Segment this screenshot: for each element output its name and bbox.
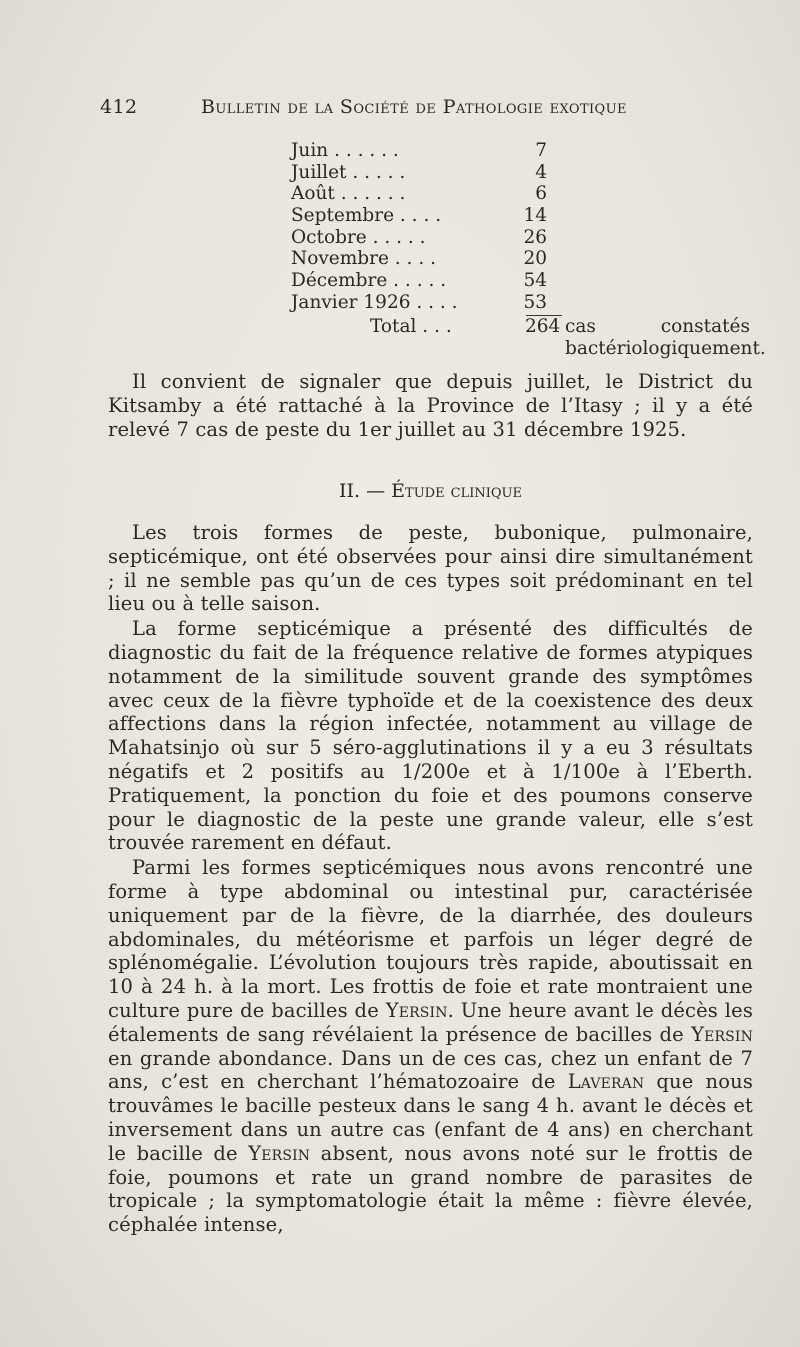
month-label: Décembre . . . . . — [291, 270, 447, 292]
running-title: Bulletin de la Société de Pathologie exotique — [201, 96, 627, 118]
table-row: Septembre . . . . 14 — [291, 205, 547, 227]
month-label: Juillet . . . . . — [291, 161, 406, 183]
section-title: Étude clinique — [391, 480, 522, 502]
running-header — [100, 96, 740, 124]
paragraph-forms: Les trois formes de peste, bubonique, pulmonaire, septicémique, ont été observées pour ainsi dire simultanément ; il ne semble pas qu’un de ces types soit prédominant en tel lieu ou à telle saison. — [108, 521, 753, 616]
author-name: Laveran — [567, 1070, 645, 1094]
total-value: 264 — [525, 316, 561, 337]
total-note: cas constatés bactériologiquement. — [565, 316, 766, 359]
month-label: Septembre . . . . — [291, 205, 442, 227]
author-name: Yersin — [385, 998, 448, 1022]
table-row: Août . . . . . . 6 — [291, 183, 547, 205]
clinical-study-body — [108, 521, 753, 1237]
table-row: Octobre . . . . . 26 — [291, 226, 547, 248]
table-row: Décembre . . . . . 54 — [291, 270, 547, 292]
monthly-case-table — [291, 140, 591, 314]
paragraph-septicemic: La forme septicémique a présenté des difficultés de diagnostic du fait de la fréquence relative de formes atypiques notamment de la similitude souvent grande des symptômes avec ceux de la fièvre typhoïde et de la coexistence des deux affections dans la région infectée, notamment au village de Mahatsinjo où sur 5 séro-agglutinations il y a eu 3 résultats négatifs et 2 positifs au 1/200e et à 1/100e à l’Eberth. Pratiquement, la ponction du foie et des poumons conserve pour le diagnostic de la peste une grande valeur, elle s’est trouvée rarement en défaut. — [108, 617, 753, 855]
month-label: Novembre . . . . — [291, 248, 436, 270]
total-label: Total . . . — [370, 316, 452, 337]
section-number: II. — — [339, 480, 392, 502]
month-label: Janvier 1926 . . . . — [291, 291, 458, 313]
paragraph-abdominal: Parmi les formes septicémiques nous avons rencontré une forme à type abdominal ou intestinal pur, caractérisée uniquement par de la fièvre, de la diarrhée, des douleurs abdominales, du météorisme et parfois un léger degré de splénomégalie. L’évolution toujours très rapide, aboutissait en 10 à 24 h. à la mort. Les frottis de foie et rate montraient une culture pure de bacilles de Yersin. Une heure avant le décès les étalements de sang révélaient la présence de bacilles de Yersin en grande abondance. Dans un de ces cas, chez un enfant de 7 ans, c’est en cherchant l’hématozoaire de Laveran que nous trouvâmes le bacille pesteux dans le sang 4 h. avant le décès et inversement dans un autre cas (enfant de 4 ans) en cherchant le bacille de Yersin absent, nous avons noté sur le frottis de foie, poumons et rate un grand nombre de parasites de tropicale ; la symptomatologie était la même : fièvre élevée, céphalée intense, — [108, 856, 753, 1237]
table-row: Janvier 1926 . . . . 53 — [291, 291, 547, 313]
section-heading — [108, 480, 753, 502]
table-row: Juillet . . . . . 4 — [291, 161, 547, 183]
author-name: Yersin — [248, 1141, 311, 1165]
month-label: Juin . . . . . . — [291, 140, 399, 161]
table-row: Novembre . . . . 20 — [291, 248, 547, 270]
page-number: 412 — [100, 96, 138, 118]
author-name: Yersin — [691, 1022, 753, 1046]
paragraph-text: Il convient de signaler que depuis juillet, le District du Kitsamby a été rattaché à la Province de l’Itasy ; il y a été relevé 7 cas de peste du 1er juillet au 31 décembre 1925. — [108, 370, 753, 441]
month-label: Octobre . . . . . — [291, 226, 426, 248]
intro-paragraph — [108, 370, 753, 441]
table-row: Juin . . . . . . 7 — [291, 140, 547, 161]
month-label: Août . . . . . . — [291, 183, 406, 205]
